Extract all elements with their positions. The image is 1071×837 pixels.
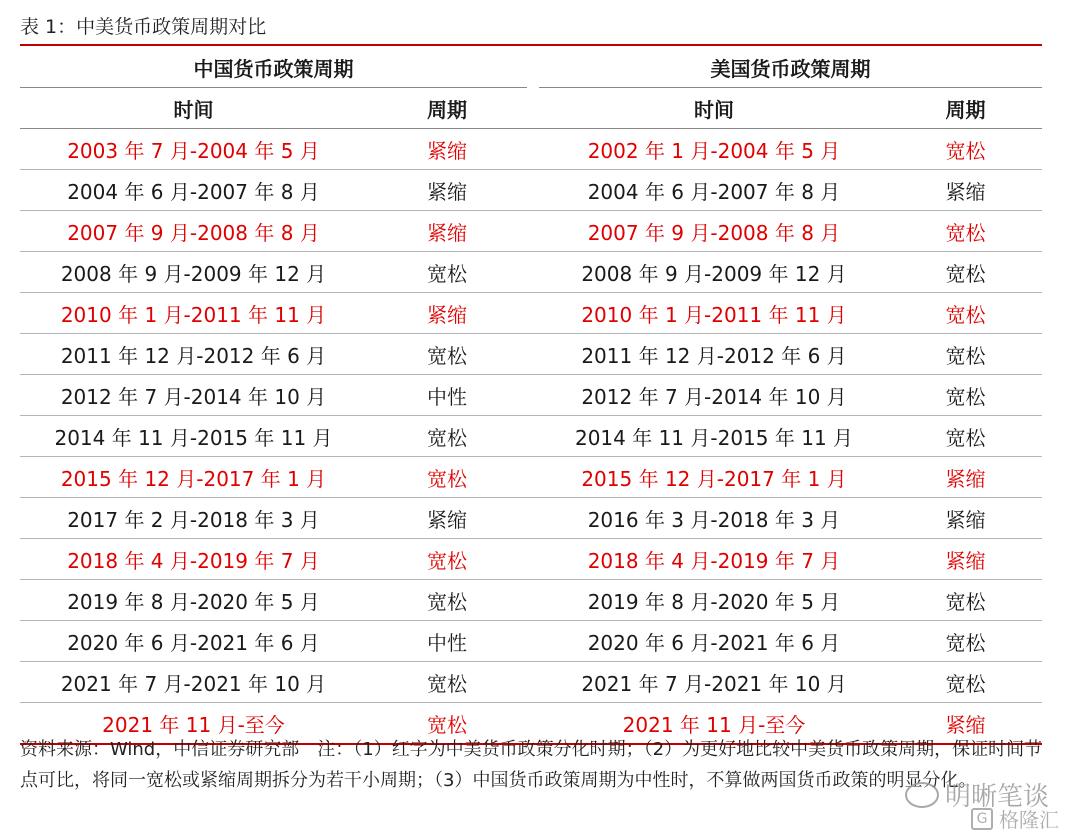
us-cycle-cell: 宽松 — [889, 621, 1042, 662]
cn-period-header: 周期 — [367, 88, 527, 129]
table-row — [20, 621, 1042, 662]
cn-cycle-cell: 紧缩 — [367, 129, 527, 170]
cn-time-cell: 2020 年 6 月-2021 年 6 月 — [20, 621, 367, 662]
china-cycle-header: 中国货币政策周期 — [20, 48, 527, 88]
gelonghui-logo-icon: G — [971, 808, 993, 830]
wechat-icon — [905, 782, 939, 808]
cn-time-cell: 2021 年 7 月-2021 年 10 月 — [20, 662, 367, 703]
table-row — [20, 662, 1042, 703]
watermark-site — [971, 804, 1059, 833]
watermark-text: 明晰笔谈 — [944, 782, 1049, 812]
us-time-cell: 2018 年 4 月-2019 年 7 月 — [539, 539, 889, 580]
table-row — [20, 375, 1042, 416]
table-caption: 表 1：中美货币政策周期对比 — [20, 16, 267, 38]
table-row — [20, 539, 1042, 580]
us-time-cell: 2020 年 6 月-2021 年 6 月 — [539, 621, 889, 662]
us-time-cell: 2010 年 1 月-2011 年 11 月 — [539, 293, 889, 334]
us-time-cell: 2014 年 11 月-2015 年 11 月 — [539, 416, 889, 457]
top-rule — [20, 44, 1042, 46]
us-cycle-cell: 紧缩 — [889, 457, 1042, 498]
cn-time-cell: 2019 年 8 月-2020 年 5 月 — [20, 580, 367, 621]
table-row — [20, 457, 1042, 498]
cn-time-cell: 2011 年 12 月-2012 年 6 月 — [20, 334, 367, 375]
us-cycle-cell: 宽松 — [889, 662, 1042, 703]
table-row — [20, 580, 1042, 621]
cn-cycle-cell: 中性 — [367, 375, 527, 416]
table-row — [20, 334, 1042, 375]
table-row — [20, 252, 1042, 293]
us-cycle-cell: 宽松 — [889, 334, 1042, 375]
us-time-cell: 2008 年 9 月-2009 年 12 月 — [539, 252, 889, 293]
cn-time-cell: 2012 年 7 月-2014 年 10 月 — [20, 375, 367, 416]
us-time-cell: 2021 年 7 月-2021 年 10 月 — [539, 662, 889, 703]
cn-time-cell: 2010 年 1 月-2011 年 11 月 — [20, 293, 367, 334]
cn-cycle-cell: 宽松 — [367, 457, 527, 498]
table-row — [20, 498, 1042, 539]
us-cycle-cell: 紧缩 — [889, 703, 1042, 745]
cn-cycle-cell: 宽松 — [367, 580, 527, 621]
cn-time-cell: 2021 年 11 月-至今 — [20, 703, 367, 745]
us-cycle-cell: 宽松 — [889, 293, 1042, 334]
table-row — [20, 170, 1042, 211]
us-cycle-cell: 紧缩 — [889, 170, 1042, 211]
watermark-site-text: 格隆汇 — [999, 808, 1059, 832]
us-cycle-cell: 宽松 — [889, 211, 1042, 252]
us-time-header: 时间 — [539, 88, 889, 129]
table-row — [20, 416, 1042, 457]
cn-cycle-cell: 紧缩 — [367, 211, 527, 252]
us-time-cell: 2004 年 6 月-2007 年 8 月 — [539, 170, 889, 211]
cn-time-cell: 2018 年 4 月-2019 年 7 月 — [20, 539, 367, 580]
cn-cycle-cell: 宽松 — [367, 662, 527, 703]
cn-cycle-cell: 紧缩 — [367, 498, 527, 539]
us-time-cell: 2012 年 7 月-2014 年 10 月 — [539, 375, 889, 416]
us-cycle-cell: 宽松 — [889, 129, 1042, 170]
table-row — [20, 293, 1042, 334]
cn-cycle-cell: 紧缩 — [367, 293, 527, 334]
cn-time-cell: 2004 年 6 月-2007 年 8 月 — [20, 170, 367, 211]
cn-cycle-cell: 宽松 — [367, 334, 527, 375]
cn-cycle-cell: 紧缩 — [367, 170, 527, 211]
us-time-cell: 2015 年 12 月-2017 年 1 月 — [539, 457, 889, 498]
us-time-cell: 2002 年 1 月-2004 年 5 月 — [539, 129, 889, 170]
us-time-cell: 2007 年 9 月-2008 年 8 月 — [539, 211, 889, 252]
cn-cycle-cell: 宽松 — [367, 252, 527, 293]
us-cycle-cell: 宽松 — [889, 580, 1042, 621]
us-time-cell: 2011 年 12 月-2012 年 6 月 — [539, 334, 889, 375]
cn-time-cell: 2008 年 9 月-2009 年 12 月 — [20, 252, 367, 293]
cn-time-cell: 2014 年 11 月-2015 年 11 月 — [20, 416, 367, 457]
us-time-cell: 2016 年 3 月-2018 年 3 月 — [539, 498, 889, 539]
cn-cycle-cell: 宽松 — [367, 703, 527, 745]
us-time-cell: 2021 年 11 月-至今 — [539, 703, 889, 745]
us-cycle-cell: 宽松 — [889, 375, 1042, 416]
cn-cycle-cell: 宽松 — [367, 416, 527, 457]
cn-time-cell: 2003 年 7 月-2004 年 5 月 — [20, 129, 367, 170]
cn-time-cell: 2015 年 12 月-2017 年 1 月 — [20, 457, 367, 498]
cn-time-cell: 2007 年 9 月-2008 年 8 月 — [20, 211, 367, 252]
cn-time-header: 时间 — [20, 88, 367, 129]
cn-cycle-cell: 中性 — [367, 621, 527, 662]
us-cycle-cell: 宽松 — [889, 416, 1042, 457]
source-note: 资料来源：Wind，中信证券研究部 注：（1）红字为中美货币政策分化时期；（2）为更好地比较中美货币政策周期，保证时间节点可比，将同一宽松或紧缩周期拆分为若干小周期；（3）中国货币政策周期为中性时，不算做两国货币政策的明显分化。 — [20, 739, 1043, 791]
cn-time-cell: 2017 年 2 月-2018 年 3 月 — [20, 498, 367, 539]
us-cycle-cell: 紧缩 — [889, 498, 1042, 539]
us-period-header: 周期 — [889, 88, 1042, 129]
table-row — [20, 129, 1042, 170]
table-row — [20, 211, 1042, 252]
us-time-cell: 2019 年 8 月-2020 年 5 月 — [539, 580, 889, 621]
policy-cycle-table — [20, 48, 1042, 745]
us-cycle-cell: 紧缩 — [889, 539, 1042, 580]
us-cycle-cell: 宽松 — [889, 252, 1042, 293]
cn-cycle-cell: 宽松 — [367, 539, 527, 580]
us-cycle-header: 美国货币政策周期 — [539, 48, 1042, 88]
table-body — [20, 129, 1042, 745]
